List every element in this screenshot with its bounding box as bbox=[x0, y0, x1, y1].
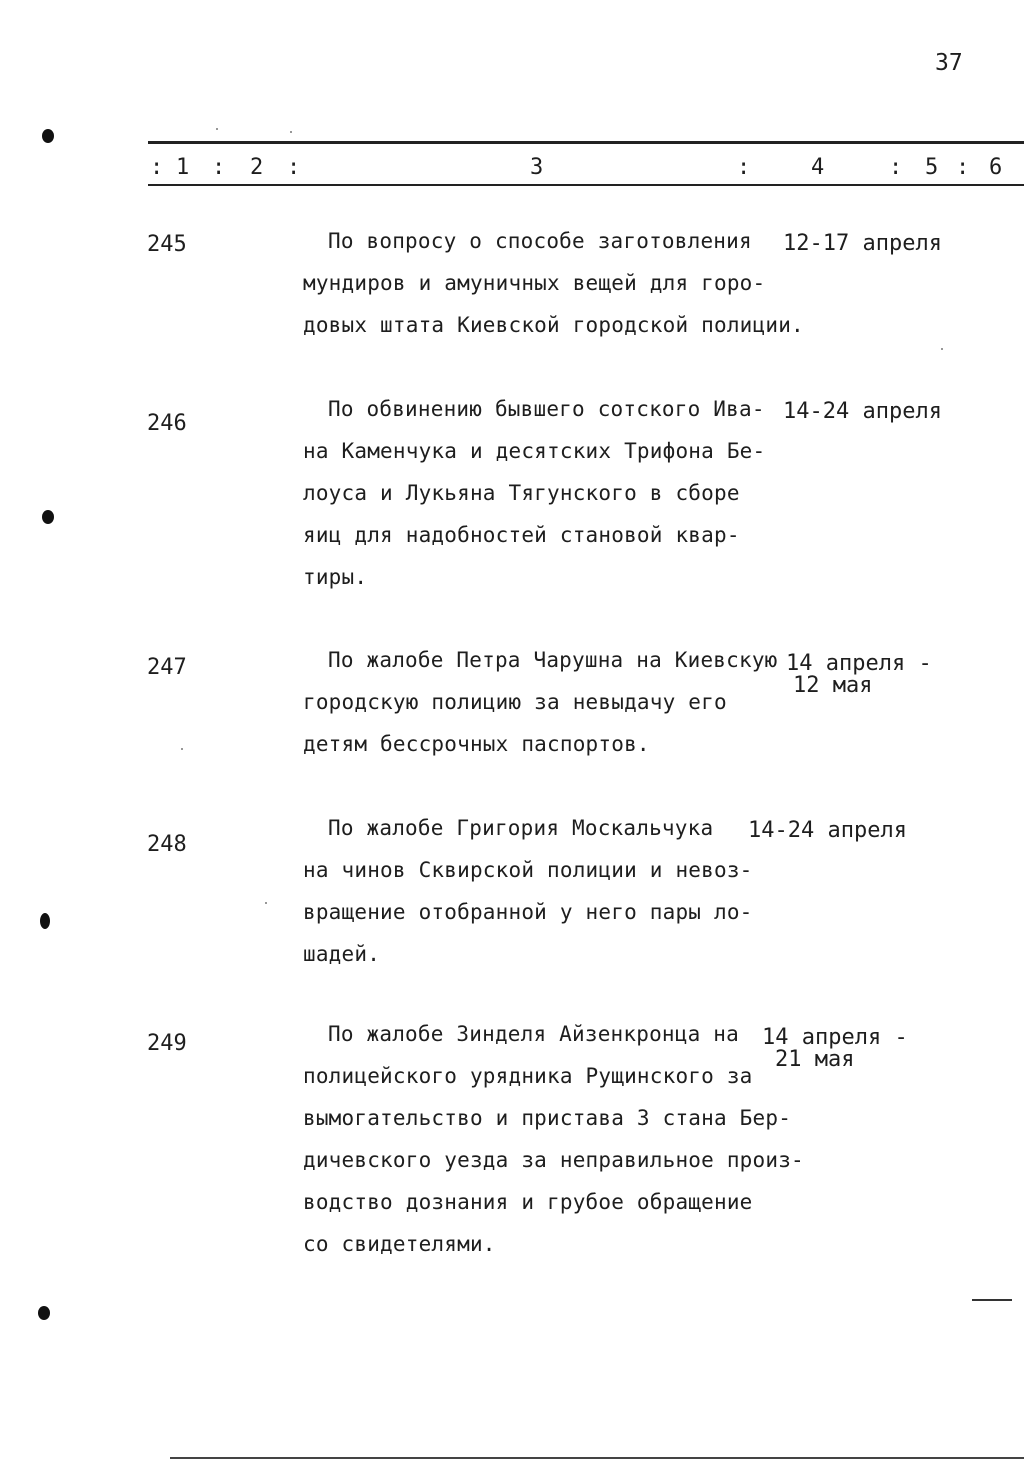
entry-date: 14 апреля - bbox=[786, 651, 932, 676]
col-header-4: 4 bbox=[811, 155, 825, 180]
scan-speck bbox=[181, 748, 183, 750]
scan-speck bbox=[290, 131, 292, 133]
col-header-5: 5 bbox=[925, 155, 939, 180]
entry-text-line: водство дознания и грубое обращение bbox=[303, 1190, 753, 1214]
entry-text-line: По жалобе Зинделя Айзенкронца на bbox=[328, 1022, 739, 1046]
entry-text-line: на Каменчука и десятских Трифона Бе- bbox=[303, 439, 766, 463]
page-number: 37 bbox=[935, 50, 963, 76]
entry-text-line: шадей. bbox=[303, 942, 381, 966]
bottom-edge-rule bbox=[170, 1457, 1024, 1459]
col-separator: : bbox=[737, 155, 751, 180]
col-separator: : bbox=[889, 155, 903, 180]
col-header-1: 1 bbox=[176, 155, 190, 180]
entry-text-line: вымогательство и пристава 3 стана Бер- bbox=[303, 1106, 792, 1130]
margin-mark bbox=[972, 1299, 1012, 1301]
scan-speck bbox=[941, 348, 943, 350]
entry-text-line: полицейского урядника Рущинского за bbox=[303, 1064, 753, 1088]
col-separator: : bbox=[956, 155, 970, 180]
entry-date: 21 мая bbox=[775, 1047, 855, 1072]
entry-text-line: По жалобе Петра Чарушна на Киевскую bbox=[328, 648, 778, 672]
header-top-rule bbox=[148, 141, 1024, 144]
entry-date: 12 мая bbox=[793, 673, 873, 698]
entry-number: 248 bbox=[147, 832, 187, 857]
entry-text-line: мундиров и амуничных вещей для горо- bbox=[303, 271, 766, 295]
col-header-3: 3 bbox=[530, 155, 544, 180]
binding-hole bbox=[42, 129, 54, 143]
entry-date: 12-17 апреля bbox=[783, 231, 942, 256]
col-header-2: 2 bbox=[250, 155, 264, 180]
header-bottom-rule bbox=[148, 184, 1024, 186]
entry-number: 245 bbox=[147, 232, 187, 257]
binding-hole bbox=[40, 913, 50, 929]
entry-text-line: тиры. bbox=[303, 565, 368, 589]
entry-text-line: По обвинению бывшего сотского Ива- bbox=[328, 397, 765, 421]
entry-text-line: детям бессрочных паспортов. bbox=[303, 732, 650, 756]
entry-text-line: со свидетелями. bbox=[303, 1232, 496, 1256]
entry-number: 249 bbox=[147, 1031, 187, 1056]
col-header-6: 6 bbox=[989, 155, 1003, 180]
scan-speck bbox=[216, 128, 218, 130]
entry-text-line: на чинов Сквирской полиции и невоз- bbox=[303, 858, 753, 882]
entry-text-line: По жалобе Григория Москальчука bbox=[328, 816, 714, 840]
entry-text-line: яиц для надобностей становой квар- bbox=[303, 523, 740, 547]
entry-number: 247 bbox=[147, 655, 187, 680]
entry-text-line: вращение отобранной у него пары ло- bbox=[303, 900, 753, 924]
entry-text-line: По вопросу о способе заготовления bbox=[328, 229, 752, 253]
entry-text-line: дичевского уезда за неправильное произ- bbox=[303, 1148, 804, 1172]
entry-number: 246 bbox=[147, 411, 187, 436]
binding-hole bbox=[42, 510, 54, 524]
entry-text-line: довых штата Киевской городской полиции. bbox=[303, 313, 804, 337]
col-separator: : bbox=[150, 155, 164, 180]
col-separator: : bbox=[287, 155, 301, 180]
col-separator: : bbox=[212, 155, 226, 180]
entry-date: 14-24 апреля bbox=[748, 818, 907, 843]
scan-speck bbox=[265, 902, 267, 904]
entry-text-line: лоуса и Лукьяна Тягунского в сборе bbox=[303, 481, 740, 505]
entry-date: 14 апреля - bbox=[762, 1025, 908, 1050]
entry-date: 14-24 апреля bbox=[783, 399, 942, 424]
binding-hole bbox=[38, 1306, 50, 1320]
entry-text-line: городскую полицию за невыдачу его bbox=[303, 690, 727, 714]
